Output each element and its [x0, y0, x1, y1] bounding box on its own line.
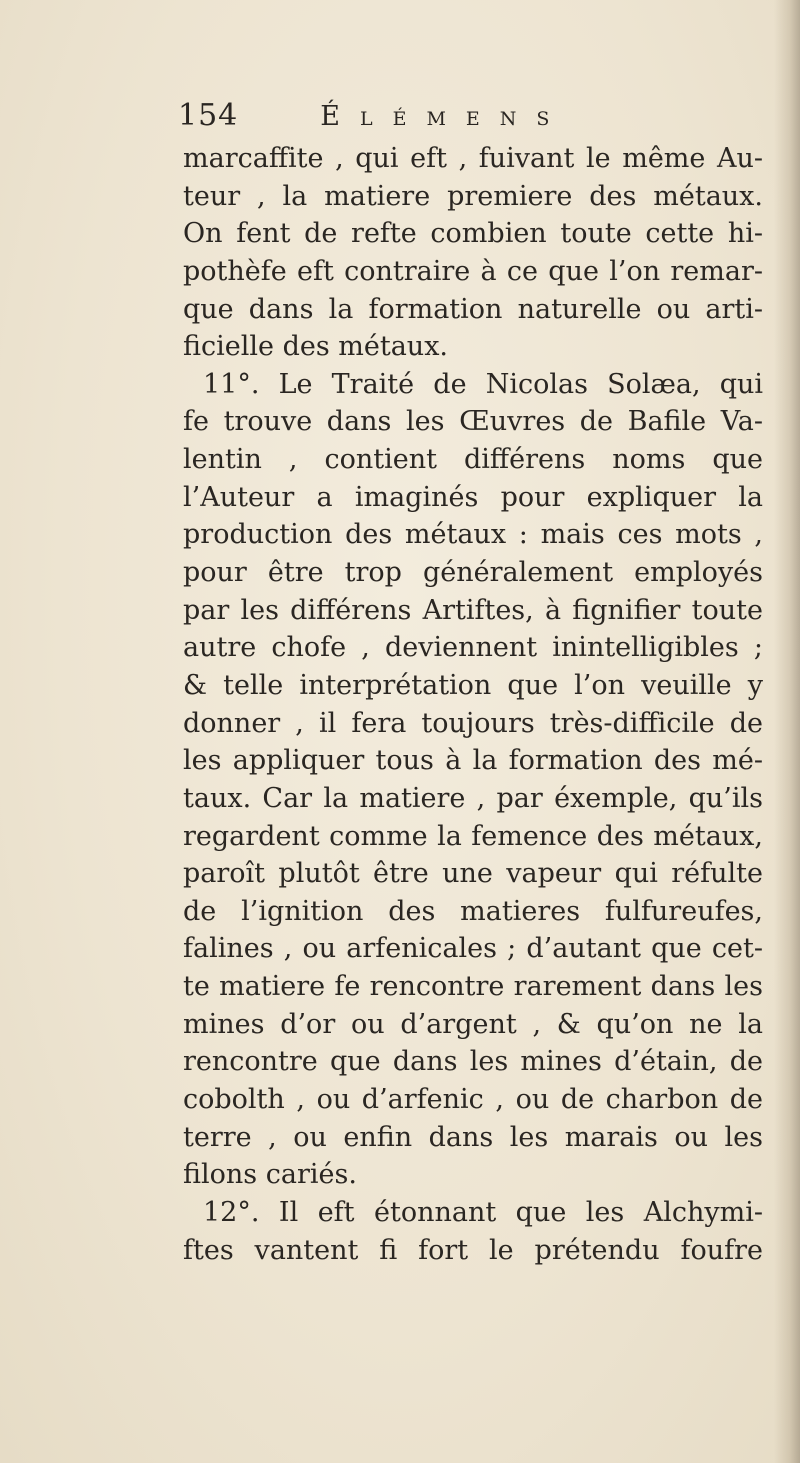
text-line: l’Auteur a imaginés pour expliquer la [183, 481, 763, 513]
page-header [178, 98, 569, 138]
text-line: regardent comme la femence des métaux, [183, 820, 763, 852]
text-line: de l’ignition des matieres fulfureufes, [183, 895, 763, 927]
text-line: cobolth , ou d’arfenic , ou de charbon de [183, 1084, 763, 1116]
text-line: teur , la matiere premiere des métaux. [183, 180, 763, 212]
text-line: terre , ou enfin dans les marais ou les [183, 1121, 763, 1153]
page-edge-shadow [774, 0, 800, 1463]
text-line: donner , il fera toujours très-difficile de [183, 707, 763, 739]
text-line: mines d’or ou d’argent , & qu’on ne la [183, 1008, 763, 1040]
text-line: falines , ou arfenicales ; d’autant que cet- [183, 933, 763, 965]
body-text [183, 140, 763, 1269]
text-line: & telle interprétation que l’on veuille y [183, 669, 763, 701]
text-line: ftes vantent fi fort le prétendu foufre [183, 1234, 763, 1266]
text-line: autre chofe , deviennent inintelligibles ; [183, 632, 763, 664]
text-line: paroît plutôt être une vapeur qui réfulte [183, 858, 763, 890]
text-line: lentin , contient différens noms que [183, 444, 763, 476]
text-line: marcaffite , qui eft , fuivant le même Au- [183, 143, 763, 174]
text-line: On fent de refte combien toute cette hi- [183, 218, 763, 250]
page-number: 154 [178, 98, 239, 133]
text-line: 11°. Le Traité de Nicolas Solæa, qui [203, 368, 763, 400]
running-title: Élémens [320, 101, 570, 132]
text-line: taux. Car la matiere , par éxemple, qu’ils [183, 782, 763, 814]
text-line: pothèfe eft contraire à ce que l’on remar- [183, 255, 763, 287]
text-line: que dans la formation naturelle ou arti- [183, 293, 763, 325]
text-line: ficielle des métaux. [183, 331, 449, 363]
text-line: te matiere fe rencontre rarement dans les [183, 971, 763, 1003]
text-line: les appliquer tous à la formation des mé- [183, 745, 763, 777]
text-line: filons cariés. [183, 1159, 357, 1191]
text-line: rencontre que dans les mines d’étain, de [183, 1046, 763, 1078]
text-line: pour être trop généralement employés [183, 557, 763, 589]
text-line: production des métaux : mais ces mots , [183, 519, 763, 551]
text-line: fe trouve dans les Œuvres de Bafile Va- [183, 406, 763, 438]
text-line: 12°. Il eft étonnant que les Alchymi- [203, 1196, 763, 1228]
text-line: par les différens Artiftes, à fignifier toute [183, 594, 763, 626]
